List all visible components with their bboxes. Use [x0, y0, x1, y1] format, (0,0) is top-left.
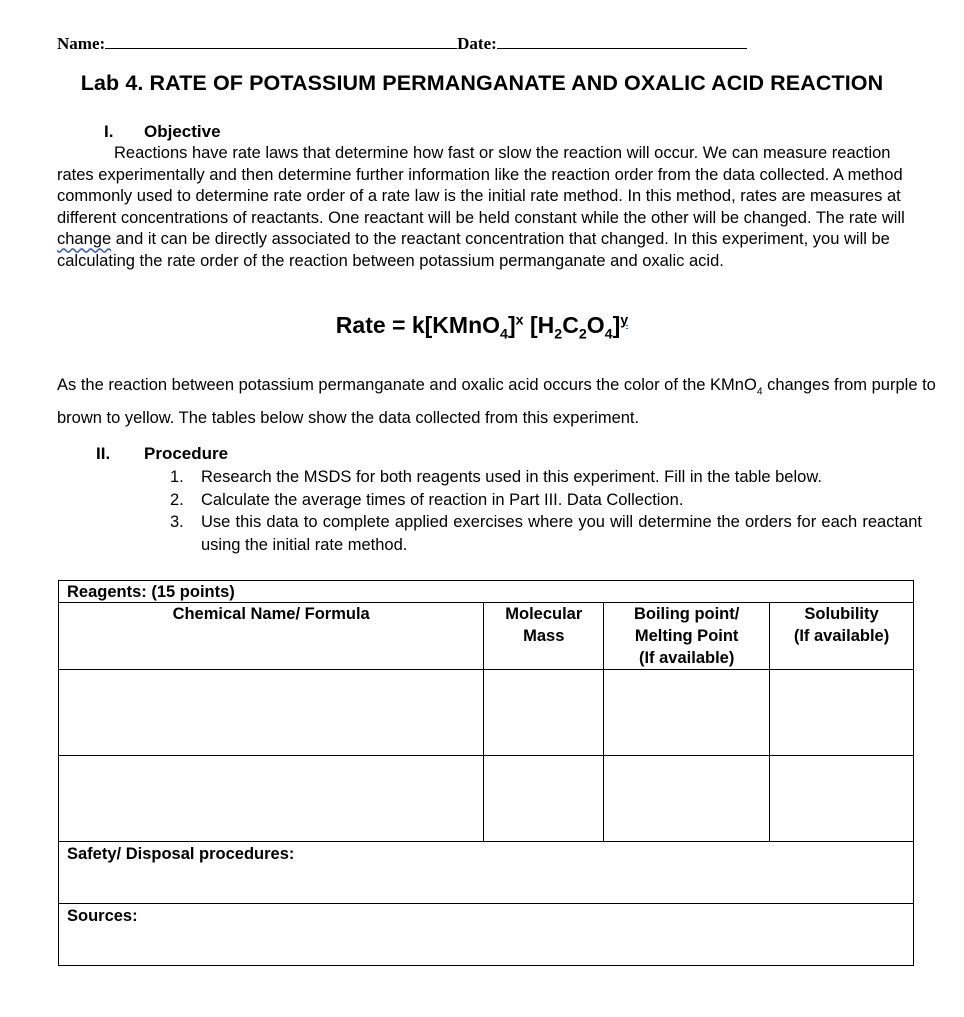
col-molecular-mass: Molecular Mass — [484, 603, 604, 670]
name-label: Name: — [57, 34, 106, 53]
color-change-paragraph: As the reaction between potassium permanganate and oxalic acid occurs the color of the KMnO$_4$ changes from purple to brown to yellow. The tables below show the data collected from this experiment. — [57, 376, 936, 428]
boiling-point-cell[interactable] — [604, 756, 770, 842]
procedure-heading — [96, 444, 228, 464]
objective-title: Objective — [144, 122, 221, 141]
sources-label: Sources: — [67, 907, 138, 925]
name-blank[interactable] — [105, 30, 457, 49]
name-date-line — [57, 30, 747, 54]
objective-text-2: and it can be directly associated to the reactant concentration that changed. In this experiment, you will be calculating the rate order of the reaction between potassium permanganate and oxalic acid. — [57, 230, 890, 270]
solubility-cell[interactable] — [770, 670, 914, 756]
rate-law-formula: Rate = k[KMnO$_4$]$^x$ $[H_2C_2O_4]^y$ — [335, 312, 629, 343]
page-title: Lab 4. RATE OF POTASSIUM PERMANGANATE AND OXALIC ACID REACTION — [80, 71, 884, 95]
safety-cell[interactable] — [59, 842, 914, 904]
procedure-step: 2. Calculate the average times of reaction in Part III. Data Collection. — [170, 490, 684, 509]
chemical-cell[interactable] — [59, 756, 484, 842]
objective-paragraph — [57, 143, 917, 273]
procedure-list — [170, 466, 922, 556]
date-label: Date: — [457, 34, 497, 53]
safety-label: Safety/ Disposal procedures: — [67, 845, 295, 863]
procedure-step: 1. Research the MSDS for both reagents used in this experiment. Fill in the table below. — [170, 468, 822, 486]
table-row — [59, 670, 914, 756]
procedure-number: II. — [96, 444, 111, 463]
date-blank[interactable] — [497, 30, 747, 49]
reagents-table — [58, 580, 914, 966]
sources-row — [59, 904, 914, 966]
col-boiling-point: Boiling point/ Melting Point (If available) — [604, 603, 770, 670]
table-row — [59, 756, 914, 842]
reagents-title: Reagents: (15 points) — [59, 581, 914, 603]
chemical-cell[interactable] — [59, 670, 484, 756]
procedure-step: 3. Use this data to complete applied exercises where you will determine the orders for each reactant using the initial rate method. — [170, 513, 922, 554]
col-solubility: Solubility (If available) — [770, 603, 914, 670]
objective-number: I. — [104, 122, 114, 141]
procedure-title: Procedure — [144, 444, 229, 463]
sources-cell[interactable] — [59, 904, 914, 966]
objective-heading — [104, 122, 221, 142]
safety-row — [59, 842, 914, 904]
boiling-point-cell[interactable] — [604, 670, 770, 756]
table-title-row — [59, 581, 914, 603]
mass-cell[interactable] — [484, 756, 604, 842]
objective-text-1: Reactions have rate laws that determine how fast or slow the reaction will occur. We can measure reaction rates experimentally and then determine further information like the reaction order from the data collected. A method commonly used to determine rate order of a rate law is the initial rate method. In this method, rates are measures at different concentrations of reactants. One reactant will be held constant while the other will be changed. The rate will — [57, 144, 905, 227]
solubility-cell[interactable] — [770, 756, 914, 842]
col-chemical-name: Chemical Name/ Formula — [59, 603, 484, 670]
table-header-row — [59, 603, 914, 670]
flagged-word: change — [57, 230, 112, 249]
mass-cell[interactable] — [484, 670, 604, 756]
